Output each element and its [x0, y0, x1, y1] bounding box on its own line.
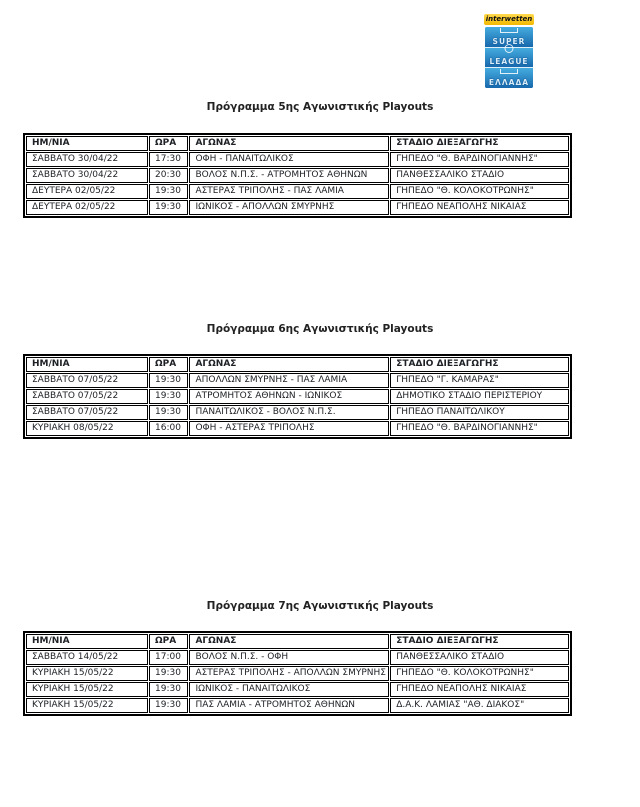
- table-header-row: [26, 357, 569, 372]
- stadium-cell: ΓΗΠΕΔΟ "Θ. ΚΟΛΟΚΟΤΡΩΝΗΣ": [390, 666, 569, 681]
- playouts-table-matchday-7: [23, 631, 572, 716]
- playouts-table-matchday-5: [23, 133, 572, 218]
- time-cell: 19:30: [149, 184, 188, 199]
- section-title-matchday-7: Πρόγραμμα 7ης Αγωνιστικής Playouts: [206, 600, 434, 612]
- col-header-time: ΩΡΑ: [149, 357, 188, 372]
- col-header-time: ΩΡΑ: [149, 634, 188, 649]
- playouts-table-matchday-6: [23, 354, 572, 439]
- table-row: [26, 168, 569, 183]
- date-cell: ΣΑΒΒΑΤΟ 07/05/22: [26, 373, 148, 388]
- emblem-text-super: SUPER: [492, 36, 526, 46]
- date-cell: ΔΕΥΤΕΡΑ 02/05/22: [26, 184, 148, 199]
- table-header-row: [26, 634, 569, 649]
- match-cell: ΑΤΡΟΜΗΤΟΣ ΑΘΗΝΩΝ - ΙΩΝΙΚΟΣ: [189, 389, 389, 404]
- time-cell: 19:30: [149, 373, 188, 388]
- stadium-cell: ΓΗΠΕΔΟ "Θ. ΚΟΛΟΚΟΤΡΩΝΗΣ": [390, 184, 569, 199]
- date-cell: ΣΑΒΒΑΤΟ 07/05/22: [26, 405, 148, 420]
- match-cell: ΠΑΝΑΙΤΩΛΙΚΟΣ - ΒΟΛΟΣ Ν.Π.Σ.: [189, 405, 389, 420]
- table-row: [26, 389, 569, 404]
- time-cell: 19:30: [149, 405, 188, 420]
- table-row: [26, 373, 569, 388]
- time-cell: 19:30: [149, 389, 188, 404]
- section-title-matchday-5: Πρόγραμμα 5ης Αγωνιστικής Playouts: [206, 101, 434, 113]
- table-row: [26, 184, 569, 199]
- stadium-cell: ΓΗΠΕΔΟ "Γ. ΚΑΜΑΡΑΣ": [390, 373, 569, 388]
- time-cell: 19:30: [149, 666, 188, 681]
- col-header-date: ΗΜ/ΝΙΑ: [26, 136, 148, 151]
- match-cell: ΟΦΗ - ΑΣΤΕΡΑΣ ΤΡΙΠΟΛΗΣ: [189, 421, 389, 436]
- date-cell: ΣΑΒΒΑΤΟ 07/05/22: [26, 389, 148, 404]
- table-row: [26, 682, 569, 697]
- stadium-cell: ΠΑΝΘΕΣΣΑΛΙΚΟ ΣΤΑΔΙΟ: [390, 168, 569, 183]
- match-cell: ΒΟΛΟΣ Ν.Π.Σ. - ΟΦΗ: [189, 650, 389, 665]
- interwetten-badge: interwetten: [485, 15, 533, 23]
- time-cell: 17:30: [149, 152, 188, 167]
- col-header-time: ΩΡΑ: [149, 136, 188, 151]
- super-league-logo: [484, 14, 534, 88]
- table-row: [26, 666, 569, 681]
- emblem-text-league: LEAGUE: [489, 57, 529, 67]
- goal-box-icon: [500, 28, 518, 33]
- match-cell: ΠΑΣ ΛΑΜΙΑ - ΑΤΡΟΜΗΤΟΣ ΑΘΗΝΩΝ: [189, 698, 389, 713]
- goal-box-icon: [500, 69, 518, 74]
- match-cell: ΙΩΝΙΚΟΣ - ΠΑΝΑΙΤΩΛΙΚΟΣ: [189, 682, 389, 697]
- time-cell: 19:30: [149, 682, 188, 697]
- center-circle-icon: [505, 44, 514, 53]
- match-cell: ΟΦΗ - ΠΑΝΑΙΤΩΛΙΚΟΣ: [189, 152, 389, 167]
- date-cell: ΣΑΒΒΑΤΟ 14/05/22: [26, 650, 148, 665]
- stadium-cell: ΠΑΝΘΕΣΣΑΛΙΚΟ ΣΤΑΔΙΟ: [390, 650, 569, 665]
- date-cell: ΣΑΒΒΑΤΟ 30/04/22: [26, 152, 148, 167]
- emblem-text-ellada: ΕΛΛΑΔΑ: [488, 78, 530, 88]
- col-header-date: ΗΜ/ΝΙΑ: [26, 357, 148, 372]
- match-cell: ΑΠΟΛΛΩΝ ΣΜΥΡΝΗΣ - ΠΑΣ ΛΑΜΙΑ: [189, 373, 389, 388]
- match-cell: ΑΣΤΕΡΑΣ ΤΡΙΠΟΛΗΣ - ΑΠΟΛΛΩΝ ΣΜΥΡΝΗΣ: [189, 666, 389, 681]
- table-row: [26, 698, 569, 713]
- stadium-cell: ΓΗΠΕΔΟ ΠΑΝΑΙΤΩΛΙΚΟΥ: [390, 405, 569, 420]
- time-cell: 20:30: [149, 168, 188, 183]
- stadium-cell: ΓΗΠΕΔΟ "Θ. ΒΑΡΔΙΝΟΓΙΑΝΝΗΣ": [390, 421, 569, 436]
- time-cell: 19:30: [149, 200, 188, 215]
- col-header-match: ΑΓΩΝΑΣ: [189, 634, 389, 649]
- emblem-band-bottom: [485, 68, 533, 88]
- col-header-date: ΗΜ/ΝΙΑ: [26, 634, 148, 649]
- date-cell: ΚΥΡΙΑΚΗ 15/05/22: [26, 666, 148, 681]
- col-header-stadium: ΣΤΑΔΙΟ ΔΙΕΞΑΓΩΓΗΣ: [390, 634, 569, 649]
- time-cell: 17:00: [149, 650, 188, 665]
- super-league-emblem: [485, 27, 533, 88]
- stadium-cell: ΓΗΠΕΔΟ "Θ. ΒΑΡΔΙΝΟΓΙΑΝΝΗΣ": [390, 152, 569, 167]
- table-row: [26, 421, 569, 436]
- date-cell: ΔΕΥΤΕΡΑ 02/05/22: [26, 200, 148, 215]
- time-cell: 19:30: [149, 698, 188, 713]
- date-cell: ΣΑΒΒΑΤΟ 30/04/22: [26, 168, 148, 183]
- stadium-cell: ΓΗΠΕΔΟ ΝΕΑΠΟΛΗΣ ΝΙΚΑΙΑΣ: [390, 200, 569, 215]
- time-cell: 16:00: [149, 421, 188, 436]
- emblem-band-middle: [485, 48, 533, 69]
- col-header-match: ΑΓΩΝΑΣ: [189, 136, 389, 151]
- match-cell: ΒΟΛΟΣ Ν.Π.Σ. - ΑΤΡΟΜΗΤΟΣ ΑΘΗΝΩΝ: [189, 168, 389, 183]
- match-cell: ΙΩΝΙΚΟΣ - ΑΠΟΛΛΩΝ ΣΜΥΡΝΗΣ: [189, 200, 389, 215]
- col-header-stadium: ΣΤΑΔΙΟ ΔΙΕΞΑΓΩΓΗΣ: [390, 136, 569, 151]
- table-header-row: [26, 136, 569, 151]
- table-row: [26, 152, 569, 167]
- table-row: [26, 200, 569, 215]
- match-cell: ΑΣΤΕΡΑΣ ΤΡΙΠΟΛΗΣ - ΠΑΣ ΛΑΜΙΑ: [189, 184, 389, 199]
- col-header-stadium: ΣΤΑΔΙΟ ΔΙΕΞΑΓΩΓΗΣ: [390, 357, 569, 372]
- col-header-match: ΑΓΩΝΑΣ: [189, 357, 389, 372]
- date-cell: ΚΥΡΙΑΚΗ 15/05/22: [26, 698, 148, 713]
- date-cell: ΚΥΡΙΑΚΗ 08/05/22: [26, 421, 148, 436]
- stadium-cell: ΓΗΠΕΔΟ ΝΕΑΠΟΛΗΣ ΝΙΚΑΙΑΣ: [390, 682, 569, 697]
- table-row: [26, 650, 569, 665]
- stadium-cell: Δ.Α.Κ. ΛΑΜΙΑΣ "ΑΘ. ΔΙΑΚΟΣ": [390, 698, 569, 713]
- stadium-cell: ΔΗΜΟΤΙΚΟ ΣΤΑΔΙΟ ΠΕΡΙΣΤΕΡΙΟΥ: [390, 389, 569, 404]
- date-cell: ΚΥΡΙΑΚΗ 15/05/22: [26, 682, 148, 697]
- table-row: [26, 405, 569, 420]
- section-title-matchday-6: Πρόγραμμα 6ης Αγωνιστικής Playouts: [206, 323, 434, 335]
